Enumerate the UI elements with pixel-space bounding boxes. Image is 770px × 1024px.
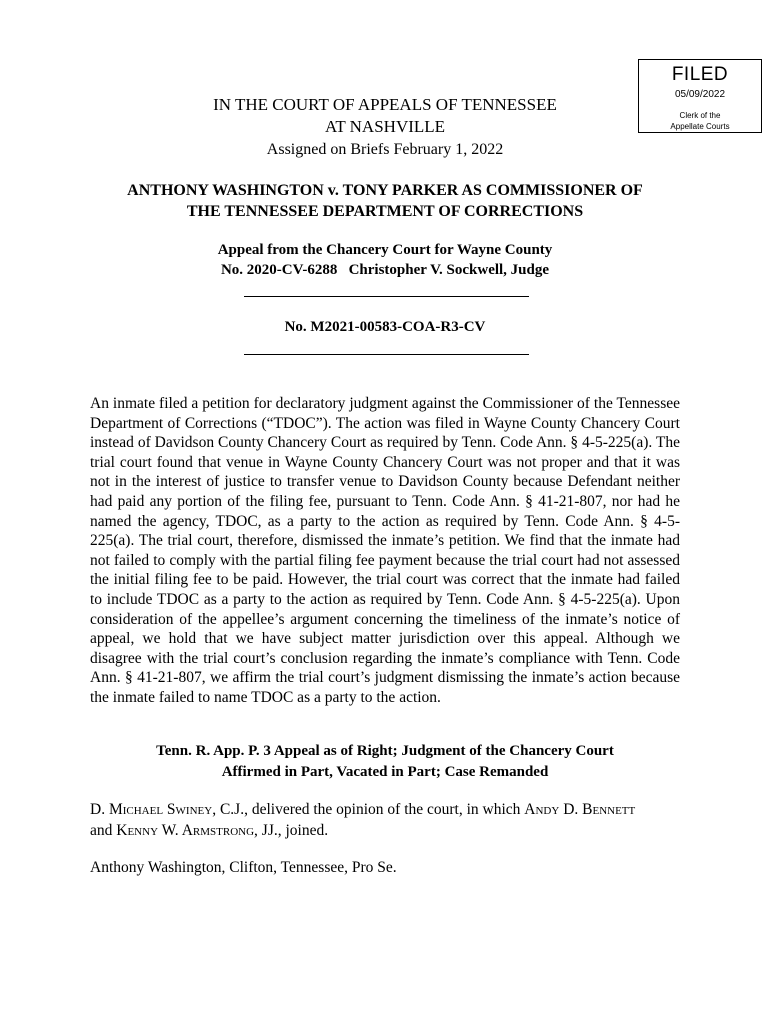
court-name <box>0 94 770 138</box>
connector: and <box>90 822 117 839</box>
stamp-date: 05/09/2022 <box>674 89 726 100</box>
stamp-clerk-line2: Appellate Courts <box>670 122 730 131</box>
opinion-authorship <box>90 799 690 841</box>
caption-line-1: ANTHONY WASHINGTON v. TONY PARKER AS COMMISSIONER OF <box>127 182 643 199</box>
appeal-line-2: No. 2020-CV-6288 Christopher V. Sockwell, Judge <box>220 262 550 278</box>
disposition-line-1: Tenn. R. App. P. 3 Appeal as of Right; Judgment of the Chancery Court <box>156 743 614 759</box>
judge-name-1: Andy D. Bennett <box>524 801 636 818</box>
author-title: , C.J., delivered the opinion of the court, in which <box>212 801 525 818</box>
case-summary: An inmate filed a petition for declaratory judgment against the Commissioner of the Tennessee Department of Corrections (“TDOC”). The action was filed in Wayne County Chancery Court instead of Davidson County Chancery Court as required by Tenn. Code Ann. § 4-5-225(a). The trial court found that venue in Wayne County Chancery Court was not proper and that it was not in the interest of justice to transfer venue to Davidson County because Defendant neither had paid any portion of the filing fee, pursuant to Tenn. Code Ann. § 41-21-807, nor had he named the agency, TDOC, as a party to the action as required by Tenn. Code Ann. § 4-5-225(a). The trial court, therefore, dismissed the inmate’s petition. We find that the inmate had not failed to comply with the partial filing fee payment because the trial court had not assessed the initial filing fee to be paid. However, the trial court was correct that the inmate had failed to include TDOC as a party to the action as required by Tenn. Code Ann. § 4-5-225(a). Upon consideration of the appellee’s argument concerning the timeliness of the inmate’s notice of appeal, we hold that we have subject matter jurisdiction over this appeal. Although we disagree with the trial court’s conclusion regarding the inmate’s compliance with Tenn. Code Ann. § 41-21-807, we affirm the trial court’s judgment dismissing the inmate’s action because the inmate failed to name TDOC as a party to the action. <box>90 395 680 706</box>
appeal-line-1: Appeal from the Chancery Court for Wayne County <box>217 242 553 258</box>
stamp-title: FILED <box>671 64 729 85</box>
docket-number: No. M2021-00583-COA-R3-CV <box>284 319 486 335</box>
disposition <box>0 741 770 783</box>
case-caption <box>0 180 770 222</box>
assigned-date: Assigned on Briefs February 1, 2022 <box>266 141 504 158</box>
joined-suffix: , JJ., joined. <box>254 822 329 839</box>
court-line-1: IN THE COURT OF APPEALS OF TENNESSEE <box>213 95 557 114</box>
divider-top <box>244 296 529 297</box>
stamp-clerk-line1: Clerk of the <box>679 111 721 120</box>
appeal-from <box>0 240 770 280</box>
author-name: D. Michael Swiney <box>90 801 213 818</box>
court-line-2: AT NASHVILLE <box>324 117 446 136</box>
caption-line-2: THE TENNESSEE DEPARTMENT OF CORRECTIONS <box>186 203 584 220</box>
divider-bottom <box>244 354 529 355</box>
judge-name-2: Kenny W. Armstrong <box>116 822 255 839</box>
disposition-line-2: Affirmed in Part, Vacated in Part; Case Remanded <box>221 764 549 780</box>
counsel-line: Anthony Washington, Clifton, Tennessee, Pro Se. <box>90 859 397 876</box>
